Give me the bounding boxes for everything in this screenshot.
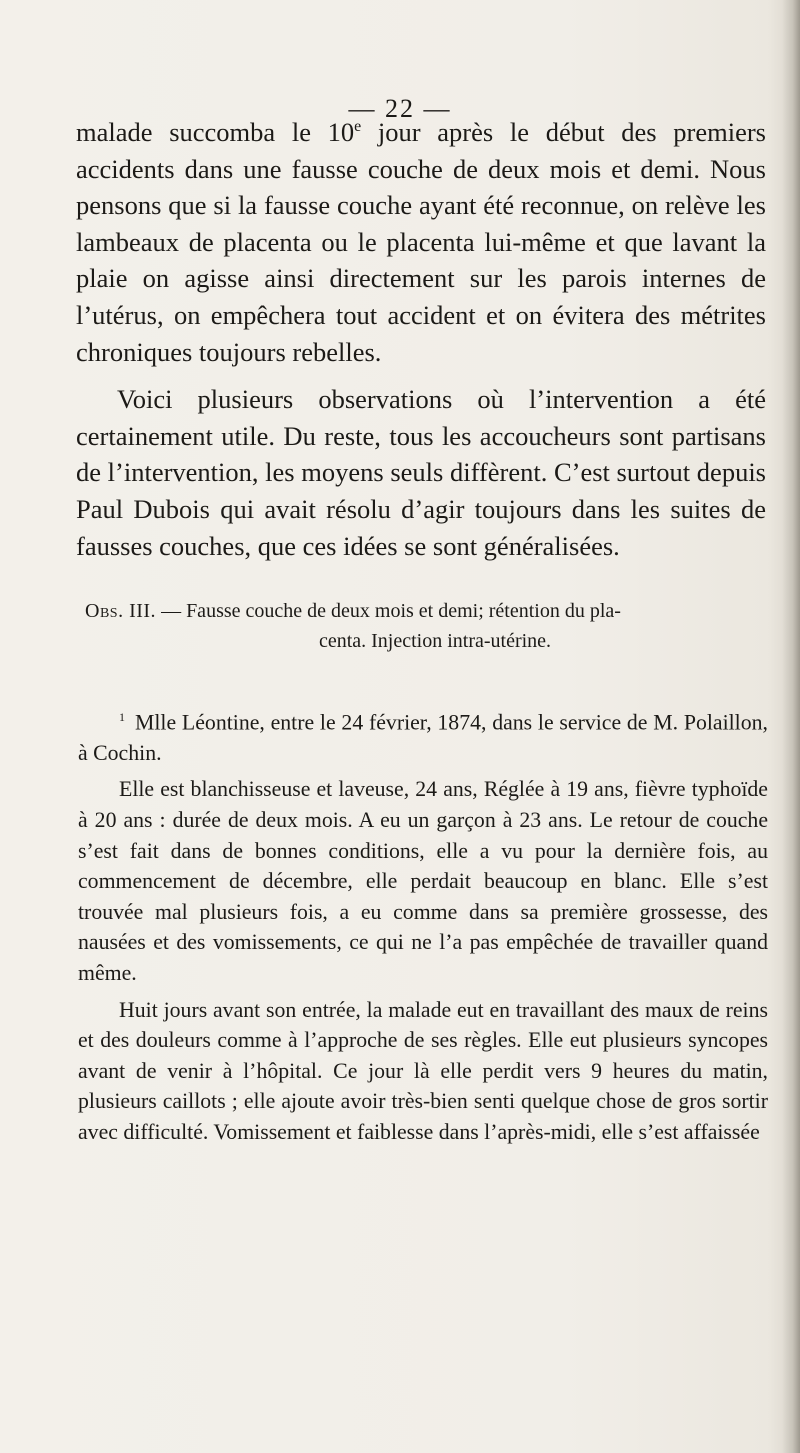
observation-details bbox=[78, 702, 768, 1148]
observation-history: Elle est blanchisseuse et laveuse, 24 ans, Réglée à 19 ans, fièvre typhoïde à 20 ans : durée de deux mois. A eu un garçon à 23 ans. Le retour de couche s’est fait dans de bonnes conditions, elle a vu pour la dernière fois, au commencement de décembre, elle perdait beaucoup en blanc. Elle s’est trouvée mal plusieurs fois, a eu comme dans sa première grossesse, des nausées et des vomissements, ce qui ne l’a pas empêchée de travailler quand même. bbox=[78, 777, 768, 986]
paragraph-continuation bbox=[76, 114, 766, 370]
paragraph-continuation-rest: jour après le début des premiers accidents dans une fausse couche de deux mois et demi. Nous pensons que si la fausse couche ayant été reconnue, on relève les lambeaux de placenta ou le placenta lui-même et que lavant la plaie on agisse ainsi directement sur les parois internes de l’utérus, on empêchera tout accident et on évitera des métrites chroniques toujours rebelles. bbox=[76, 117, 766, 367]
observation-intro-text: Mlle Léontine, entre le 24 février, 1874, dans le service de M. Polaillon, à Cochin. bbox=[78, 710, 768, 765]
page-number: — 22 — bbox=[348, 94, 452, 123]
observation-onset: Huit jours avant son entrée, la malade eut en travaillant des maux de reins et des douleurs comme à l’approche de ses règles. Elle eut plusieurs syncopes avant de venir à l’hôpital. Ce jour là elle perdit vers 9 heures du matin, plusieurs caillots ; elle ajoute avoir très-bien senti quelque chose de gros sortir avec difficulté. Vomissement et faiblesse dans l’après-midi, elle s’est affaissée bbox=[78, 997, 768, 1144]
main-body-text bbox=[76, 114, 766, 564]
observation-title-line1: — Fausse couche de deux mois et demi; rétention du pla- bbox=[161, 600, 621, 622]
paragraph-continuation-start: malade succomba le 10 bbox=[76, 117, 355, 147]
observation-intro bbox=[78, 702, 768, 768]
observation-heading bbox=[85, 596, 765, 656]
observation-title-line2: centa. Injection intra-utérine. bbox=[318, 630, 552, 652]
page-edge-shadow bbox=[782, 0, 800, 1453]
observation-label: Obs. III. bbox=[85, 600, 157, 622]
ordinal-superscript: e bbox=[354, 118, 362, 136]
footnote-mark: 1 bbox=[119, 710, 125, 724]
paragraph-observations-intro: Voici plusieurs observations où l’intervention a été certainement utile. Du reste, tous les accoucheurs sont partisans de l’intervention, les moyens seuls diffèrent. C’est surtout depuis Paul Dubois qui avait résolu d’agir toujours dans les suites de fausses couches, que ces idées se sont généralisées. bbox=[76, 384, 766, 561]
